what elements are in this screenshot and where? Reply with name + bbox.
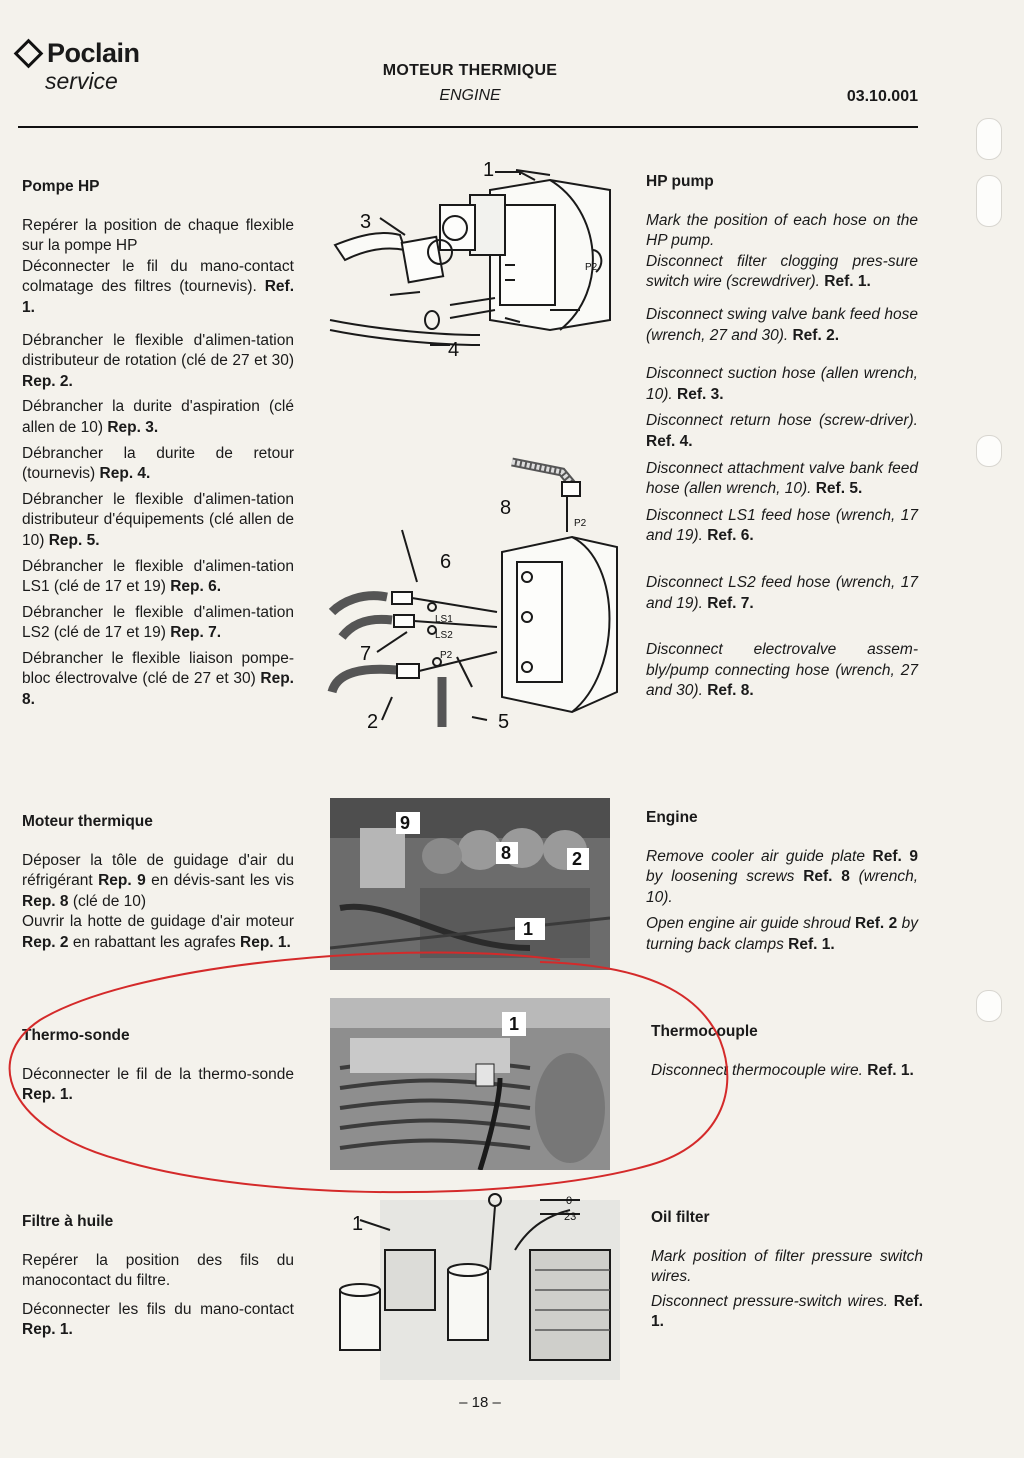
callout-6: 6: [440, 551, 452, 573]
callout-9: 9: [400, 813, 411, 833]
section-title: HP pump: [646, 173, 714, 190]
section-title: Thermo-sonde: [22, 1027, 130, 1044]
step-text: Disconnect LS2 feed hose (wrench, 17 and 19). Ref. 7.: [646, 573, 918, 612]
step-text: Disconnect suction hose (allen wrench, 10). Ref. 3.: [646, 365, 918, 403]
callout-1: 1: [483, 159, 495, 181]
step-text: Débrancher le flexible d'alimen-tation distributeur de rotation (clé de 27 et 30) Rep. 2.: [22, 331, 294, 390]
step-text: Disconnect return hose (screw-driver). Ref. 4.: [646, 412, 918, 450]
step-text: Disconnect thermocouple wire. Ref. 1.: [651, 1061, 914, 1079]
label-p2: P2: [440, 650, 453, 661]
page-number: – 18 –: [459, 1394, 501, 1411]
callout-2: 2: [367, 711, 379, 733]
step-text: Repérer la position des fils du manocontact du filtre.: [22, 1251, 294, 1290]
step-text: Mark the position of each hose on the HP pump.: [646, 211, 918, 250]
service-label: service: [45, 68, 118, 94]
section-title: Moteur thermique: [22, 813, 153, 830]
callout-2: 2: [572, 849, 583, 869]
step-text: Déconnecter le fil de la thermo-sonde Rep. 1.: [22, 1065, 294, 1104]
step-text: Mark position of filter pressure switch wires.: [651, 1247, 923, 1286]
step-text: Débrancher le flexible liaison pompe-bloc électrovalve (clé de 27 et 30) Rep. 8.: [22, 649, 294, 709]
binder-hole: [976, 175, 1002, 227]
section-title: Pompe HP: [22, 178, 100, 195]
callout-1: 1: [352, 1213, 364, 1235]
figure-oil-filter: [330, 1190, 620, 1380]
step-text: Disconnect pressure-switch wires. Ref. 1.: [651, 1292, 923, 1331]
page-title: MOTEUR THERMIQUE: [382, 62, 558, 79]
binder-hole: [976, 118, 1002, 160]
step-text: Disconnect swing valve bank feed hose (wrench, 27 and 30). Ref. 2.: [646, 305, 918, 344]
callout-5: 5: [498, 711, 510, 733]
binder-hole: [976, 990, 1002, 1022]
step-text: Disconnect electrovalve assem-bly/pump connecting hose (wrench, 27 and 30). Ref. 8.: [646, 641, 918, 700]
section-moteur-thermique: [22, 812, 294, 954]
section-engine: [646, 808, 918, 956]
step-text: Déconnecter les fils du mano-contact Rep. 1.: [22, 1300, 294, 1339]
section-pompe-hp: [22, 177, 294, 711]
gauge-min-label: 0: [566, 1195, 573, 1207]
callout-8: 8: [500, 497, 512, 519]
callout-7: 7: [360, 643, 372, 665]
binder-hole: [976, 435, 1002, 467]
step-text: Débrancher la durite de retour (tournevis) Rep. 4.: [22, 444, 294, 483]
step-text: Open engine air guide shroud Ref. 2 by turning back clamps Ref. 1.: [646, 915, 918, 953]
header-divider: [18, 126, 918, 128]
step-text: Débrancher la durite d'aspiration (clé allen de 10) Rep. 3.: [22, 398, 294, 436]
step-text: Disconnect attachment valve bank feed hose (allen wrench, 10). Ref. 5.: [646, 459, 918, 498]
section-title: Engine: [646, 809, 698, 826]
callout-4: 4: [448, 339, 460, 361]
step-text: Débrancher le flexible d'alimen-tation LS2 (clé de 17 et 19) Rep. 7.: [22, 603, 294, 642]
page-subtitle: ENGINE: [439, 87, 501, 104]
callout-1: 1: [523, 919, 534, 939]
document-code: 03.10.001: [846, 88, 918, 105]
section-hp-pump: [646, 172, 918, 702]
section-title: Oil filter: [651, 1209, 710, 1226]
callout-p2: P2: [585, 262, 598, 273]
step-text: Débrancher le flexible d'alimen-tation distributeur d'équipements (clé allen de 10) Rep. 5.: [22, 490, 294, 549]
label-ls2: LS2: [435, 630, 453, 641]
section-title: Filtre à huile: [22, 1213, 114, 1230]
callout-1: 1: [509, 1014, 520, 1034]
figure-ls-hoses: [322, 452, 622, 742]
step-text: Disconnect filter clogging pres-sure switch wire (screwdriver). Ref. 1.: [646, 252, 918, 291]
callout-3: 3: [360, 211, 372, 233]
gauge-max-label: 23: [564, 1211, 577, 1223]
section-filtre-huile: [22, 1212, 294, 1341]
step-text: Disconnect LS1 feed hose (wrench, 17 and 19). Ref. 6.: [646, 506, 918, 545]
brand-name: Poclain: [47, 38, 140, 68]
figure-hp-pump: [320, 150, 620, 370]
step-text: Débrancher le flexible d'alimen-tation LS1 (clé de 17 et 19) Rep. 6.: [22, 557, 294, 596]
red-circle-annotation: [0, 940, 760, 1215]
step-text: Ouvrir la hotte de guidage d'air moteur Rep. 2 en rabattant les agrafes Rep. 1.: [22, 913, 294, 951]
section-oil-filter: [651, 1208, 923, 1333]
section-title: Thermocouple: [651, 1023, 758, 1040]
callout-8: 8: [501, 843, 512, 863]
step-text: Déposer la tôle de guidage d'air du réfrigérant Rep. 9 en dévis-sant les vis Rep. 8 (clé de 10): [22, 851, 295, 910]
step-text: Remove cooler air guide plate Ref. 9 by loosening screws Ref. 8 (wrench, 10).: [646, 847, 919, 906]
step-text: Déconnecter le fil du mano-contact colmatage des filtres (tournevis). Ref. 1.: [22, 257, 295, 316]
step-text: Repérer la position de chaque flexible sur la pompe HP: [22, 216, 294, 255]
label-p2-top: P2: [574, 518, 587, 529]
label-ls1: LS1: [435, 614, 453, 625]
